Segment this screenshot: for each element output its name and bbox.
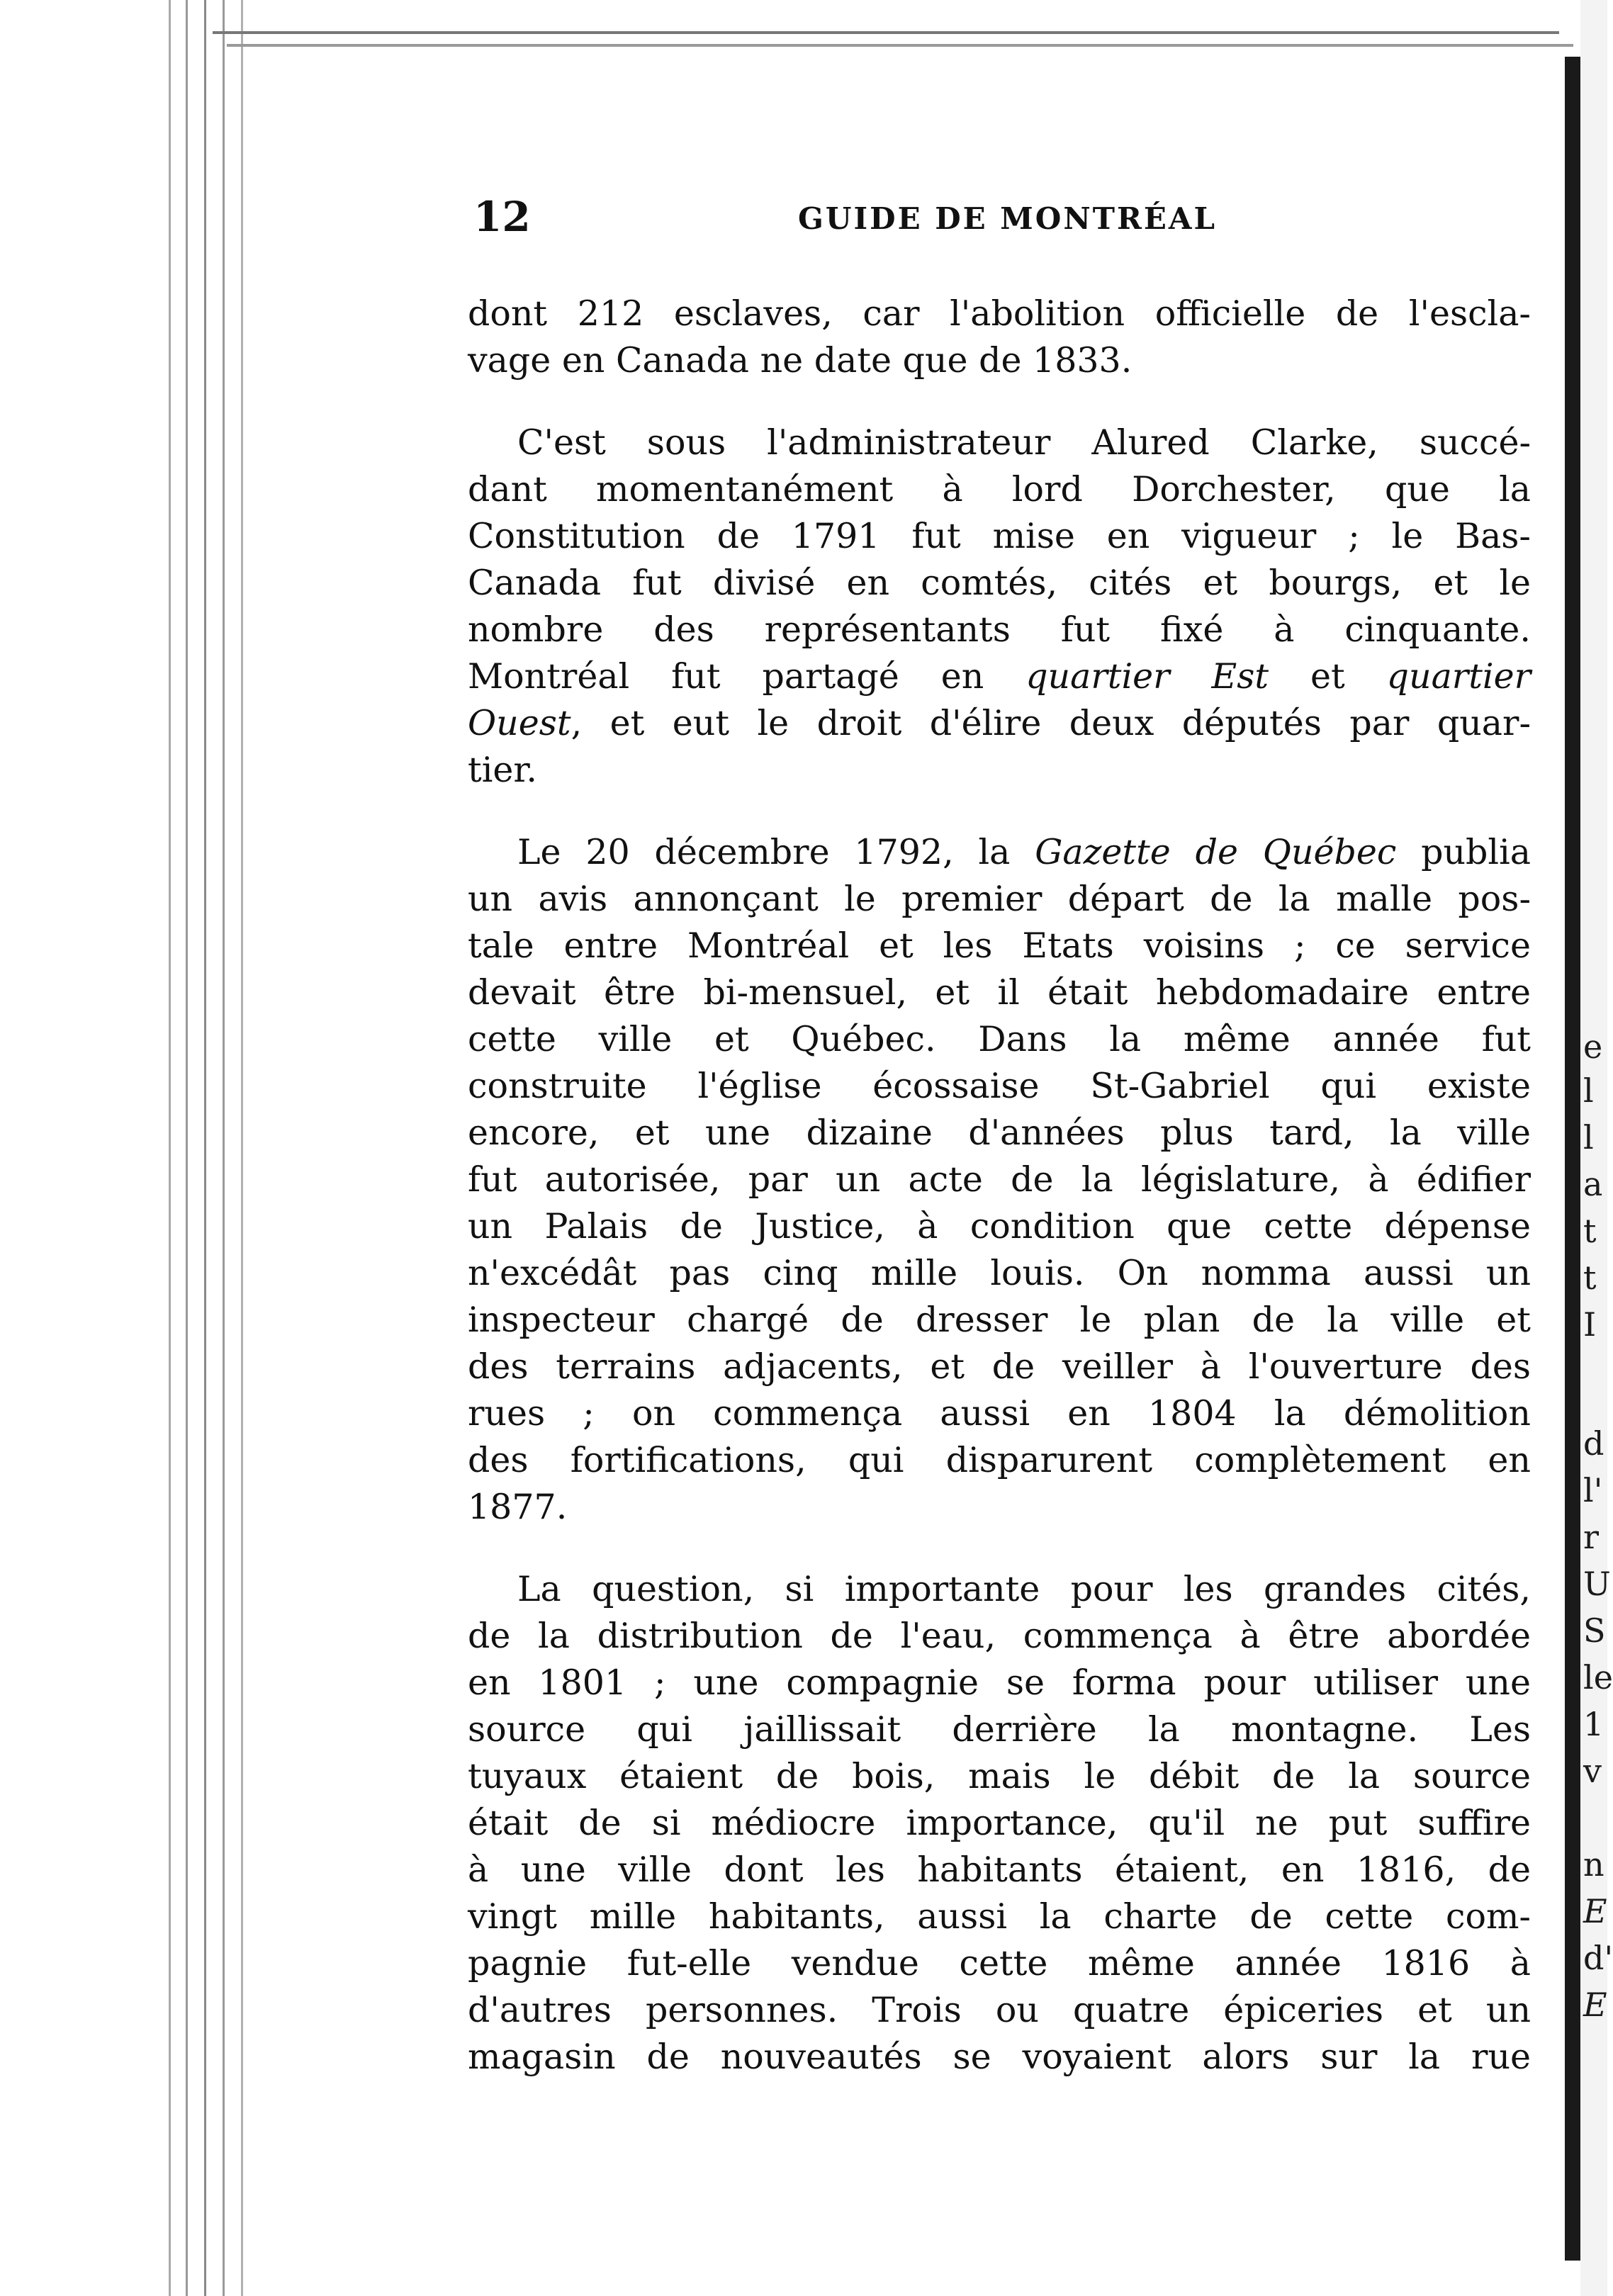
text-line: inspecteur chargé de dresser le plan de la ville et [468,1300,1531,1340]
page-edge-top [227,44,1573,47]
next-page-fragment: a [1583,1165,1603,1203]
next-page-fragment: le [1583,1658,1613,1696]
italic-run: Ouest [468,703,571,743]
text-line: vage en Canada ne date que de 1833. [468,340,1133,381]
italic-run: Gazette de Québec [1035,832,1397,872]
next-page-fragment: e [1583,1028,1603,1066]
paragraph [468,291,1531,384]
next-page-fragment: U [1583,1565,1611,1603]
text-line: un Palais de Justice, à condition que cette dépense [468,1206,1531,1247]
text-line: La question, si importante pour les grandes cités, [517,1569,1531,1609]
text-line: rues ; on commença aussi en 1804 la démolition [468,1393,1531,1434]
text-line: 1877. [468,1487,568,1527]
text-line: des fortifications, qui disparurent complètement en [468,1440,1531,1480]
running-title: GUIDE DE MONTRÉAL [798,201,1218,236]
text-line: fut autorisée, par un acte de la législature, à édifier [468,1159,1531,1200]
next-page-fragment: l' [1583,1471,1603,1509]
text-line: de la distribution de l'eau, commença à être abordée [468,1616,1531,1656]
text-run: publia [1396,832,1531,872]
text-line: construite l'église écossaise St-Gabriel qui existe [468,1066,1531,1106]
text-line: des terrains adjacents, et de veiller à l'ouverture des [468,1346,1531,1387]
text-line: magasin de nouveautés se voyaient alors sur la rue [468,2037,1531,2077]
next-page-fragment: 1 [1583,1705,1604,1743]
running-head [468,193,1531,249]
text-line: dant momentanément à lord Dorchester, que la [468,469,1531,510]
page-edge [241,0,243,2296]
text-run: Montréal fut partagé en [468,656,1026,697]
text-line: Canada fut divisé en comtés, cités et bourgs, et le [468,563,1531,603]
next-page-fragment: n [1583,1845,1604,1884]
text-line: était de si médiocre importance, qu'il ne put suffire [468,1803,1531,1843]
text-run: Le 20 décembre 1792, la [517,832,1035,872]
next-page-fragment: E [1583,1892,1607,1930]
text-line: en 1801 ; une compagnie se forma pour utiliser une [468,1662,1531,1703]
text-line: n'excédât pas cinq mille louis. On nomma aussi un [468,1253,1531,1293]
page-edge [186,0,188,2296]
text-line: nombre des représentants fut fixé à cinquante. [468,609,1531,650]
text-line: d'autres personnes. Trois ou quatre épiceries et un [468,1990,1531,2030]
text-line: Constitution de 1791 fut mise en vigueur ; le Bas- [468,516,1531,556]
text-line: à une ville dont les habitants étaient, en 1816, de [468,1850,1531,1890]
next-page-fragment: v [1583,1752,1602,1790]
text-line: pagnie fut-elle vendue cette même année 1816 à [468,1943,1531,1983]
text-line: tuyaux étaient de bois, mais le débit de la source [468,1756,1531,1796]
text-line: source qui jaillissait derrière la montagne. Les [468,1709,1531,1750]
next-page-fragment: l [1583,1071,1594,1110]
text-run: et [1269,656,1387,697]
text-line: cette ville et Québec. Dans la même année fut [468,1019,1531,1059]
page-number: 12 [473,193,531,241]
paragraph [468,829,1531,1531]
next-page-strip [1580,0,1613,2296]
text-line: dont 212 esclaves, car l'abolition officielle de l'escla- [468,293,1531,334]
italic-run: quartier Est [1025,656,1269,697]
text-run: , et eut le droit d'élire deux députés par quar- [571,703,1531,743]
book-gutter [1565,57,1580,2261]
paragraph [468,420,1531,794]
text-line: devait être bi-mensuel, et il était hebdomadaire entre [468,972,1531,1013]
paragraph [468,1566,1531,2081]
next-page-fragment: l [1583,1118,1594,1157]
next-page-fragment: d' [1583,1939,1613,1977]
next-page-fragment: t [1583,1212,1597,1250]
text-line [468,700,1531,747]
next-page-fragment: I [1583,1305,1597,1344]
italic-run: quartier [1386,656,1531,697]
text-line: vingt mille habitants, aussi la charte de cette com- [468,1896,1531,1937]
next-page-fragment: E [1583,1986,1607,2024]
text-line [468,829,1531,876]
next-page-fragment: d [1583,1424,1604,1463]
text-line: tale entre Montréal et les Etats voisins ; ce service [468,925,1531,966]
text-line: encore, et une dizaine d'années plus tard, la ville [468,1113,1531,1153]
page-edge [223,0,225,2296]
text-line: tier. [468,750,537,790]
page-edge-top [213,31,1559,34]
next-page-fragment: S [1583,1611,1606,1650]
next-page-fragment: t [1583,1259,1597,1297]
page-edge [204,0,206,2296]
text-line: C'est sous l'administrateur Alured Clarke, succé- [517,422,1531,463]
text-line [468,653,1531,700]
body-text [468,291,1531,2081]
page-edge [169,0,171,2296]
next-page-fragment: r [1583,1518,1599,1556]
text-line: un avis annonçant le premier départ de la malle pos- [468,879,1531,919]
